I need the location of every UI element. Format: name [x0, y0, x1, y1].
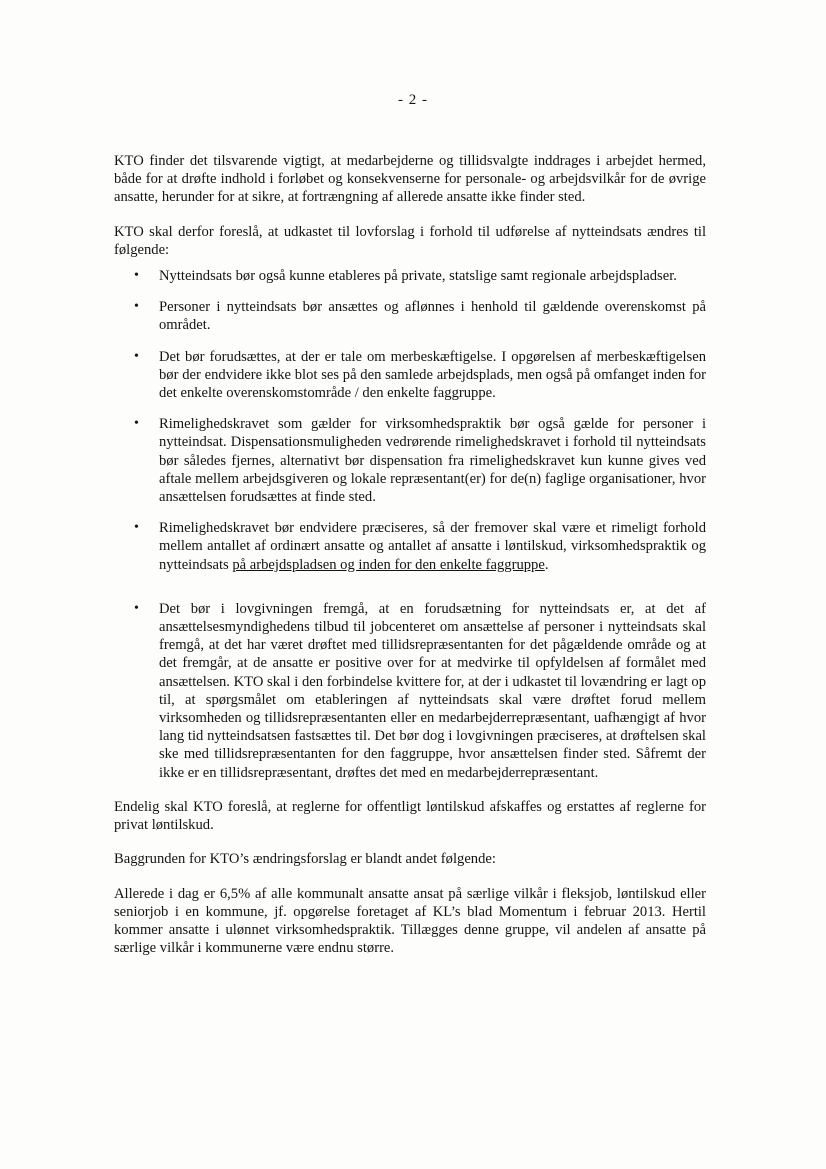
bullet-glyph: •	[134, 520, 139, 536]
list-item-text: Nytteindsats bør også kunne etableres på private, statslige samt regionale arbejdspladser.	[159, 268, 677, 285]
paragraph: Endelig skal KTO foreslå, at reglerne for offentligt løntilskud afskaffes og erstattes af reglerne for privat løntilskud.	[114, 798, 706, 834]
page-number: - 2 -	[398, 92, 428, 108]
list-item-end: .	[544, 556, 549, 573]
list-item	[114, 298, 706, 334]
bullet-glyph: •	[134, 416, 139, 432]
underlined-phrase: på arbejdspladsen og inden for den enkelte faggruppe	[232, 556, 545, 573]
list-item-text: Det bør forudsættes, at der er tale om merbeskæftigelse. I opgørelsen af merbeskæftigelsen bør der endvidere ikke blot ses på den samlede arbejdsplads, men også på omfanget inden for det enkelte overenskomstområde / den enkelte faggruppe.	[159, 348, 706, 402]
list-item	[114, 267, 706, 285]
list-item-text: Rimelighedskravet bør endvidere præciseres, så der fremover skal være et rimeligt forhold mellem antallet af ordinært ansatte og antallet af ansatte i løntilskud, virksomhedspraktik og nytteindsats	[159, 520, 706, 573]
paragraph: Allerede i dag er 6,5% af alle kommunalt ansatte ansat på særlige vilkår i fleksjob, løntilskud eller seniorjob i en kommune, jf. opgørelse foretaget af KL’s blad Momentum i februar 2013. Hertil kommer ansatte i ulønnet virksomhedspraktik. Tillægges denne gruppe, vil andelen af ansatte på særlige vilkår i kommunerne være endnu større.	[114, 885, 706, 957]
bullet-glyph: •	[134, 268, 139, 284]
bullet-glyph: •	[134, 348, 139, 364]
list-item-text: Rimelighedskravet som gælder for virksomhedspraktik bør også gælde for personer i nytteindsat. Dispensationsmuligheden vedrørende rimelighedskravet i forhold til nytteindsats bør således fjernes, alternativt bør dispensation fra rimelighedskravet kun kunne gives ved aftale mellem arbejdsgiveren og lokale repræsentant(er) for de(n) faglige organisationer, hvor ansættelsen forudsættes at finde sted.	[159, 416, 706, 506]
list-item	[114, 600, 706, 782]
list-item	[114, 348, 706, 403]
list-item	[114, 415, 706, 506]
bullet-glyph: •	[134, 600, 139, 616]
paragraph: KTO finder det tilsvarende vigtigt, at medarbejderne og tillidsvalgte inddrages i arbejdet hermed, både for at drøfte indhold i forløbet og konsekvenserne for personale- og arbejdsvilkår for de øvrige ansatte, herunder for at sikre, at fortrængning af allerede ansatte ikke finder sted.	[114, 153, 706, 206]
list-item-text: Det bør i lovgivningen fremgå, at en forudsætning for nytteindsats er, at det af ansættelsesmyndighedens tilbud til jobcenteret om ansættelse af personer i nytteindsats skal fremgå, at det har været drøftet med tillidsrepræsentanten for det pågældende område og at det fremgår, at de ansatte er positive over for at medvirke til opfyldelsen af formålet med ansættelsen. KTO skal i den forbindelse kvittere for, at der i udkastet til lovændring er lagt op til, at spørgsmålet om etableringen af nytteindsats skal være drøftet forud mellem virksomheden og tillidsrepræsentanten eller en medarbejderrepræsentant, uafhængigt af hvor lang tid nytteindsatsen fastsættes til. Det bør dog i lovgivningen præciseres, at drøftelsen skal ske med tillidsrepræsentanten for den faggruppe, hvor ansættelsen finder sted. Såfremt der ikke er en tillidsrepræsentant, drøftes det med en medarbejderrepræsentant.	[159, 600, 706, 781]
paragraph: Baggrunden for KTO’s ændringsforslag er blandt andet følgende:	[114, 851, 496, 868]
list-item-text: Personer i nytteindsats bør ansættes og aflønnes i henhold til gældende overenskomst på området.	[159, 299, 706, 334]
proposal-list	[114, 267, 706, 782]
document-body	[114, 152, 706, 973]
bullet-glyph: •	[134, 299, 139, 315]
paragraph: KTO skal derfor foreslå, at udkastet til lovforslag i forhold til udførelse af nytteindsats ændres til følgende:	[114, 223, 706, 258]
list-item	[114, 519, 706, 574]
